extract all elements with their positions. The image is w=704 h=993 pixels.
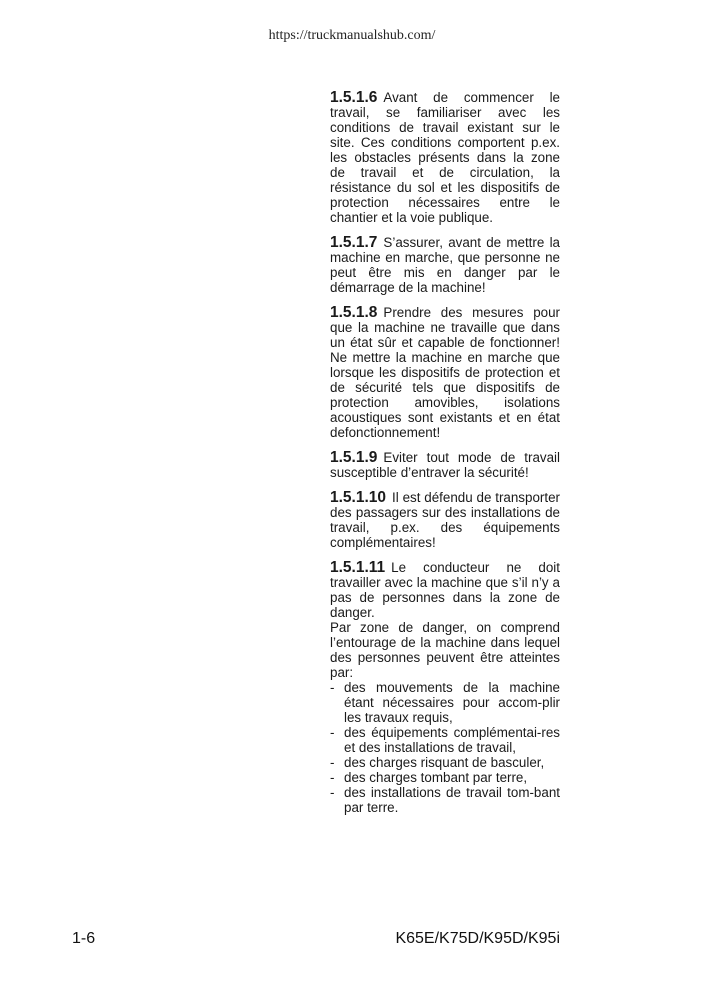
section-number: 1.5.1.9 xyxy=(330,449,378,466)
section-1-5-1-11 xyxy=(330,560,560,620)
section-1-5-1-6 xyxy=(330,90,560,225)
page-number: 1-6 xyxy=(72,930,96,947)
section-number: 1.5.1.6 xyxy=(330,89,378,106)
list-item: - des charges risquant de basculer, xyxy=(330,755,560,770)
danger-zone-list xyxy=(330,680,560,815)
section-1-5-1-7 xyxy=(330,235,560,295)
section-text: Prendre des mesures pour que la machine ne travaille que dans un état sûr et capable de fonctionner! Ne mettre la machine en marche que lorsque les dispositifs de protection et de sécurité tels que dispositifs de protection amovibles, isolations acoustiques sont existants et en état defonctionnement! xyxy=(330,305,560,440)
list-item: - des mouvements de la machine étant nécessaires pour accom-plir les travaux requis, xyxy=(330,680,560,725)
section-text: Avant de commencer le travail, se familiariser avec les conditions de travail existant sur le site. Ces conditions comportent p.ex. les obstacles présents dans la zone de travail et de circulation, la résistance du sol et les dispositifs de protection nécessaires entre le chantier et la voie publique. xyxy=(330,90,560,225)
section-number: 1.5.1.8 xyxy=(330,304,378,321)
section-text: S’assurer, avant de mettre la machine en marche, que personne ne peut être mis en danger par le démarrage de la machine! xyxy=(330,235,560,295)
header-url: https://truckmanualshub.com/ xyxy=(268,28,436,43)
section-1-5-1-9 xyxy=(330,450,560,480)
section-number: 1.5.1.10 xyxy=(330,489,387,506)
danger-zone-intro: Par zone de danger, on comprend l’entourage de la machine dans lequel des personnes peuvent être atteintes par: xyxy=(330,620,560,680)
section-1-5-1-10 xyxy=(330,490,560,550)
section-1-5-1-8 xyxy=(330,305,560,440)
text-column xyxy=(330,90,560,815)
list-item: - des charges tombant par terre, xyxy=(330,770,560,785)
section-number: 1.5.1.11 xyxy=(330,559,386,576)
section-text: Le conducteur ne doit travailler avec la machine que s’il n’y a pas de personnes dans la zone de danger. xyxy=(330,560,560,620)
list-item: - des équipements complémentai-res et des installations de travail, xyxy=(330,725,560,755)
list-item: - des installations de travail tom-bant par terre. xyxy=(330,785,560,815)
model-list: K65E/K75D/K95D/K95i xyxy=(395,930,560,947)
section-number: 1.5.1.7 xyxy=(330,234,378,251)
section-text: Eviter tout mode de travail susceptible d’entraver la sécurité! xyxy=(330,450,560,480)
section-text: Il est défendu de transporter des passagers sur des installations de travail, p.ex. des équipements complémentaires! xyxy=(330,490,560,550)
